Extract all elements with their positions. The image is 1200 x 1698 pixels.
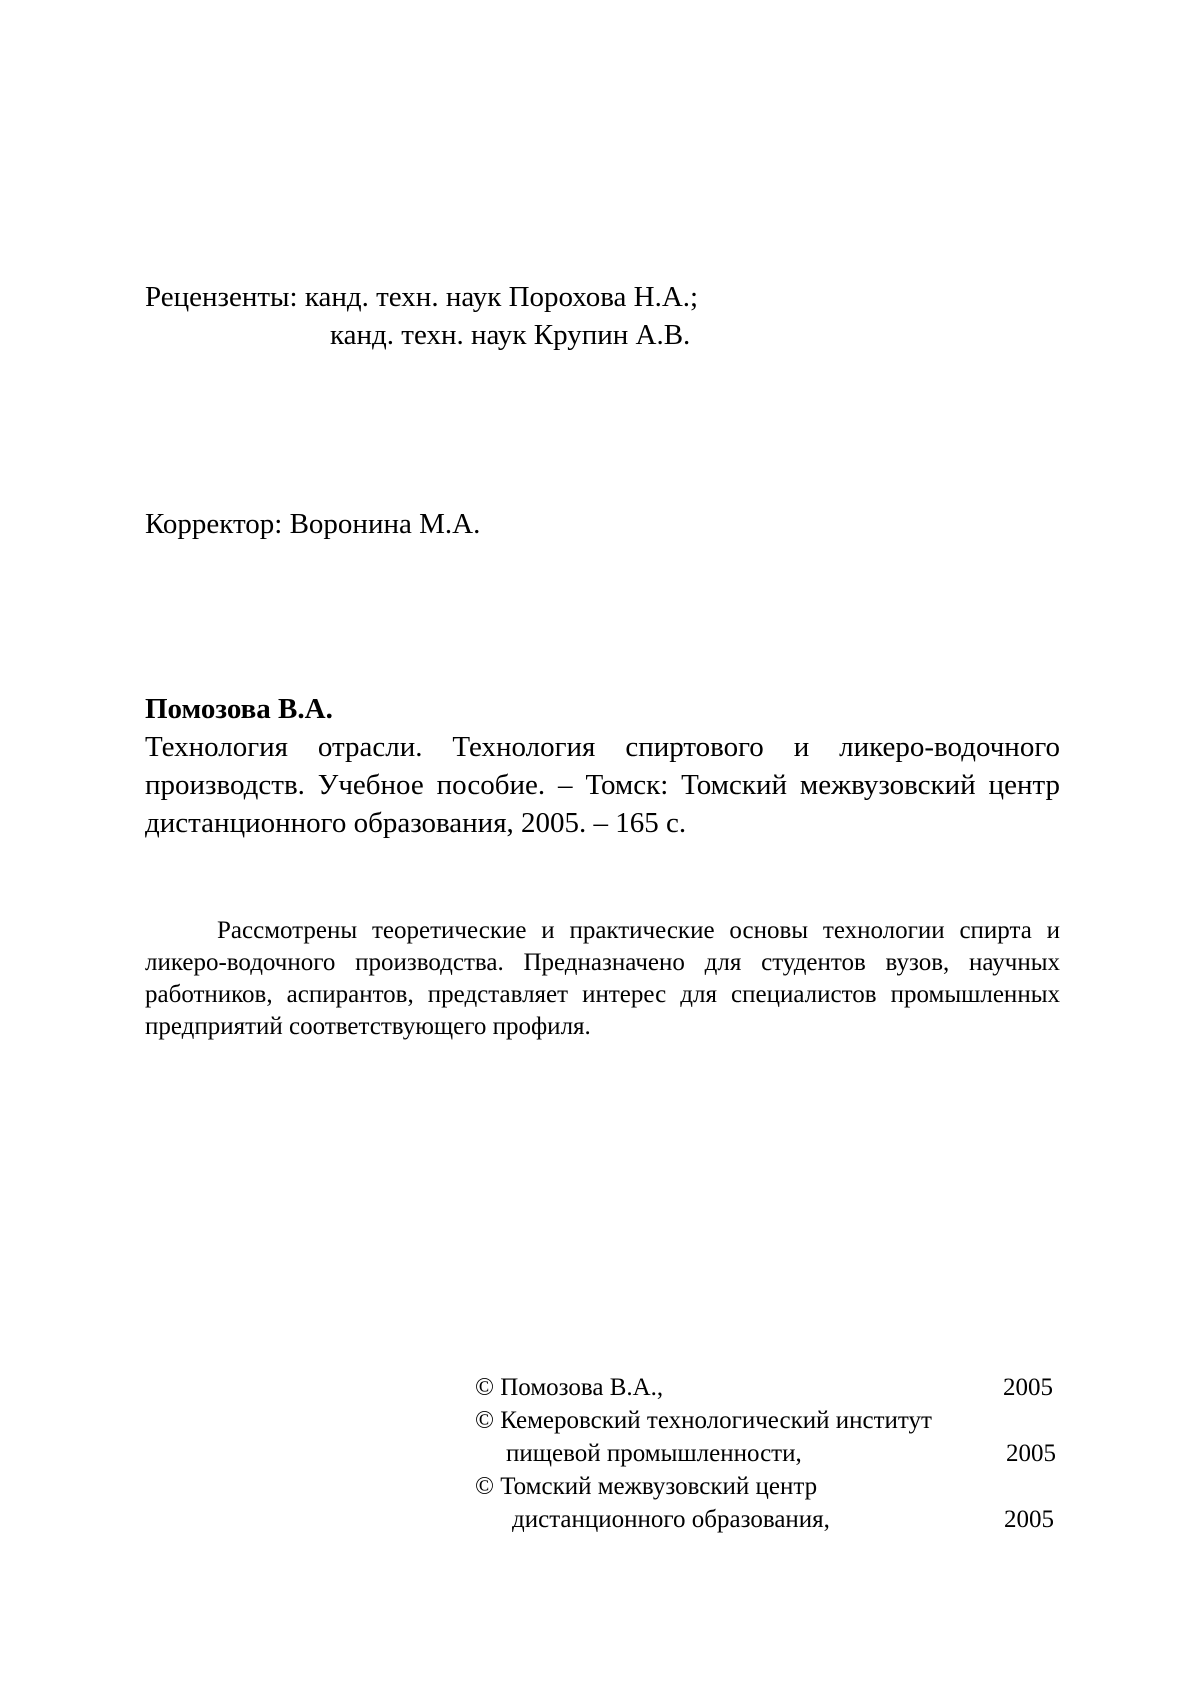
copyright-institute-line-2 — [475, 1437, 1065, 1470]
copyright-institute-name-cont: пищевой промышленности, — [506, 1440, 802, 1467]
copyright-center-line-1 — [475, 1470, 1065, 1503]
abstract-paragraph: Рассмотрены теоретические и практические основы технологии спирта и ликеро-водочного производства. Предназначено для студентов вузов, научных работников, аспирантов, представляет интерес для специалистов промышленных предприятий соответствующего профиля. — [145, 917, 1060, 1040]
copyright-institute-name: © Кемеровский технологический институт — [475, 1407, 932, 1434]
copyright-block — [475, 1371, 1065, 1536]
copyright-center-name: © Томский межвузовский центр — [475, 1473, 818, 1500]
bibliographic-record — [145, 690, 1060, 842]
copyright-center-line-2 — [475, 1503, 1065, 1536]
copyright-center-year: 2005 — [1004, 1506, 1054, 1533]
corrector-line: Корректор: Воронина М.А. — [145, 508, 481, 540]
copyright-center-name-cont: дистанционного образования, — [512, 1506, 830, 1533]
reviewers-block — [145, 278, 698, 354]
copyright-author-name: © Помозова В.А., — [475, 1374, 664, 1401]
reviewers-line-1: Рецензенты: канд. техн. наук Порохова Н.А.; — [145, 281, 699, 313]
copyright-author-year: 2005 — [1003, 1374, 1053, 1401]
copyright-author — [475, 1371, 1065, 1404]
author-name: Помозова В.А. — [145, 693, 333, 725]
copyright-institute-line-1 — [475, 1404, 1065, 1437]
bibliographic-description: Технология отрасли. Технология спиртового и ликеро-водочного производств. Учебное пособие. – Томск: Томский межвузовский центр дистанционного образования, 2005. – 165 с. — [145, 731, 1060, 839]
copyright-institute-year: 2005 — [1006, 1440, 1056, 1467]
reviewers-line-2: канд. техн. наук Крупин А.В. — [330, 319, 691, 351]
